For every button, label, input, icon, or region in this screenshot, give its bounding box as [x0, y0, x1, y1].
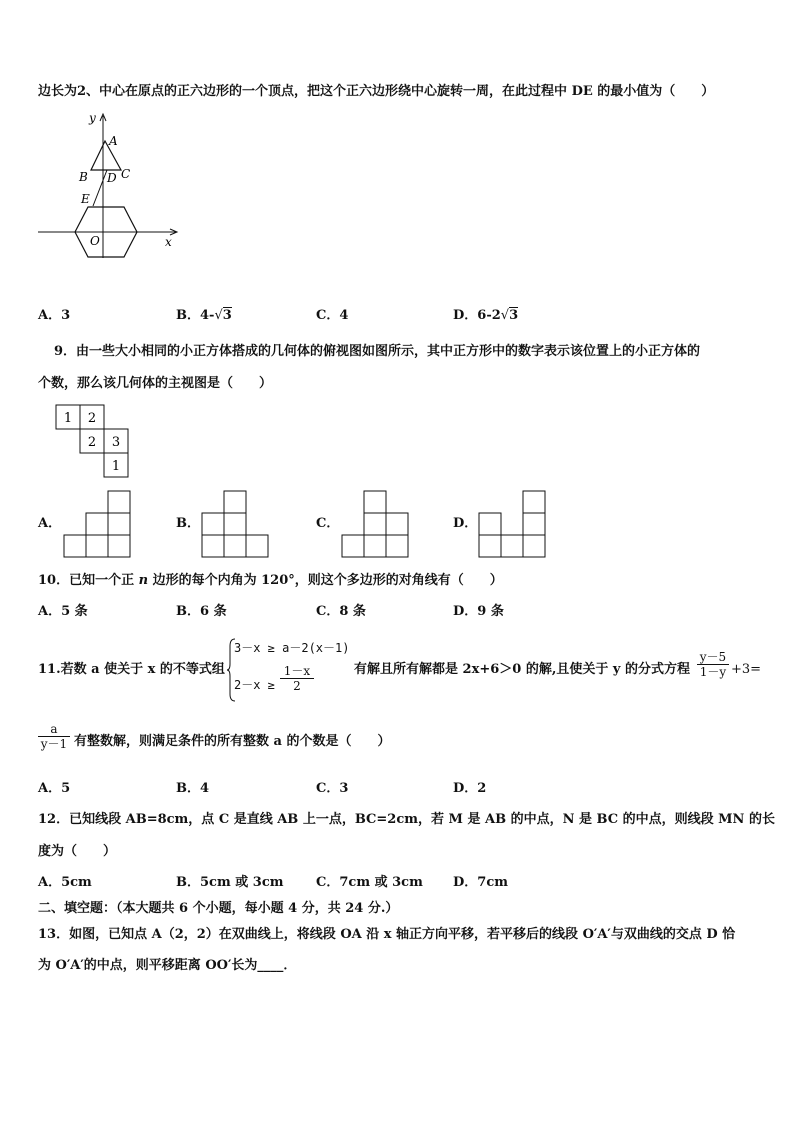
sqrt-icon: √ [214, 308, 223, 323]
q11-stem-line2: 有整数解，则满足条件的所有整数 a 的个数是（ ） [74, 734, 391, 749]
fraction-numerator: a [50, 722, 58, 736]
q11-option-c[interactable] [316, 781, 348, 797]
option-key: B． [176, 308, 200, 323]
q10-stem-n: n [138, 573, 149, 588]
option-key: B． [176, 875, 200, 890]
option-key: C． [316, 875, 340, 890]
fig-label-D: D [107, 171, 117, 185]
fraction-numerator: y－5 [699, 650, 727, 664]
option-value: 3 [61, 308, 71, 323]
q13-stem-line2: 为 O′A′的中点，则平移距离 OO′长为____． [38, 958, 297, 973]
q10-stem [38, 573, 503, 589]
option-value: 4 [200, 781, 210, 796]
q11-option-d[interactable] [453, 781, 486, 797]
fig-label-y: y [89, 111, 96, 125]
q12-stem-line2: 度为（ ） [38, 844, 117, 859]
sqrt-icon: √ [500, 308, 510, 323]
option-value: 3 [339, 781, 349, 796]
option-key: D． [453, 604, 478, 619]
option-value: 8 条 [339, 604, 366, 619]
option-value: 5cm [61, 875, 92, 890]
option-value: 4 [339, 308, 349, 323]
q11-stem-end: +3= [731, 662, 762, 677]
q8-figure [30, 108, 190, 268]
q8-stem: 边长为2、中心在原点的正六边形的一个顶点，把这个正六边形绕中心旋转一周，在此过程中 DE 的最小值为（ ） [38, 84, 715, 99]
q10-option-c[interactable] [316, 604, 366, 620]
option-value: 7cm 或 3cm [339, 875, 423, 890]
fig-label-B: B [79, 170, 88, 184]
option-value: 6 条 [200, 604, 227, 619]
option-value: 5 条 [61, 604, 88, 619]
q11-inequality-2-left: 2－x ≥ [234, 678, 275, 692]
q9-top-view-grid [55, 404, 135, 480]
option-key: D． [453, 875, 478, 890]
q11-fraction-1 [697, 650, 729, 679]
option-key: B． [176, 781, 200, 796]
q12-option-b[interactable] [176, 875, 284, 891]
option-key: A． [38, 604, 62, 619]
q10-stem-post: 边形的每个内角为 120°，则这个多边形的对角线有（ ） [148, 573, 503, 588]
grid-number: 1 [111, 459, 121, 474]
option-value: 2 [477, 781, 487, 796]
option-key: C． [316, 781, 340, 796]
q10-option-d[interactable] [453, 604, 504, 620]
grid-number: 1 [63, 411, 73, 426]
q11-option-b[interactable] [176, 781, 209, 797]
q9-stem-line2: 个数，那么该几何体的主视图是（ ） [38, 376, 273, 391]
fraction-denominator: y－1 [38, 736, 70, 751]
q11-stem-pre: 11.若数 a 使关于 x 的不等式组 [38, 662, 225, 677]
grid-number: 2 [87, 411, 97, 426]
fraction-denominator: 2 [280, 678, 314, 693]
q11-stem-mid: 有解且所有解都是 2x+6＞0 的解,且使关于 y 的分式方程 [354, 662, 690, 677]
q11-inequality-1: 3－x ≥ a－2(x－1) [234, 641, 350, 655]
q12-option-d[interactable] [453, 875, 508, 891]
option-value: 5 [61, 781, 71, 796]
q12-option-c[interactable] [316, 875, 423, 891]
q12-stem-line1: 12．已知线段 AB=8cm，点 C 是直线 AB 上一点，BC=2cm，若 M 是 AB 的中点，N 是 BC 的中点，则线段 MN 的长 [38, 812, 775, 827]
q9-option-c-key[interactable]: C． [316, 516, 340, 531]
q11-fraction-2 [38, 722, 70, 751]
q9-option-d-key[interactable]: D． [453, 516, 478, 531]
q11-inequality-2-fraction [280, 664, 314, 693]
fig-label-O: O [90, 234, 100, 248]
q10-stem-pre: 10．已知一个正 [38, 573, 139, 588]
q9-option-a-key[interactable]: A． [38, 516, 62, 531]
radicand: 3 [222, 308, 232, 323]
option-key: A． [38, 875, 62, 890]
option-value: 6-2 [477, 308, 501, 323]
q9-option-d-view[interactable] [478, 488, 550, 558]
option-value: 7cm [477, 875, 508, 890]
option-key: D． [453, 308, 478, 323]
q9-option-b-key[interactable]: B． [176, 516, 200, 531]
q11-option-a[interactable] [38, 781, 70, 797]
fig-label-E: E [81, 192, 90, 206]
option-key: C． [316, 604, 340, 619]
option-value: 5cm 或 3cm [200, 875, 284, 890]
fig-label-x: x [165, 235, 172, 249]
q9-option-a-view[interactable] [63, 488, 135, 558]
q8-option-a[interactable] [38, 308, 70, 324]
section-title: 二、填空题：（本大题共 6 个小题，每小题 4 分，共 24 分.） [38, 901, 399, 916]
q9-stem-line1: 9．由一些大小相同的小正方体搭成的几何体的俯视图如图所示，其中正方形中的数字表示该位置上的小正方体的 [54, 344, 701, 359]
grid-number: 3 [111, 435, 121, 450]
option-key: C． [316, 308, 340, 323]
option-value: 4- [200, 308, 215, 323]
q10-option-b[interactable] [176, 604, 227, 620]
q13-stem-line1: 13．如图，已知点 A（2，2）在双曲线上，将线段 OA 沿 x 轴正方向平移，若平移后的线段 O′A′与双曲线的交点 D 恰 [38, 927, 736, 942]
q12-option-a[interactable] [38, 875, 92, 891]
option-key: B． [176, 604, 200, 619]
q8-option-c[interactable] [316, 308, 348, 324]
q8-option-d[interactable] [453, 308, 518, 324]
q9-option-b-view[interactable] [201, 488, 273, 558]
q8-option-b[interactable] [176, 308, 232, 324]
option-key: A． [38, 308, 62, 323]
fraction-numerator: 1－x [283, 664, 311, 678]
fig-label-C: C [121, 167, 131, 181]
q9-option-c-view[interactable] [341, 488, 413, 558]
fig-label-A: A [109, 134, 118, 148]
radicand: 3 [509, 308, 519, 323]
grid-number: 2 [87, 435, 97, 450]
option-key: A． [38, 781, 62, 796]
option-value: 9 条 [477, 604, 504, 619]
fraction-denominator: 1－y [697, 664, 729, 679]
option-key: D． [453, 781, 478, 796]
q10-option-a[interactable] [38, 604, 88, 620]
